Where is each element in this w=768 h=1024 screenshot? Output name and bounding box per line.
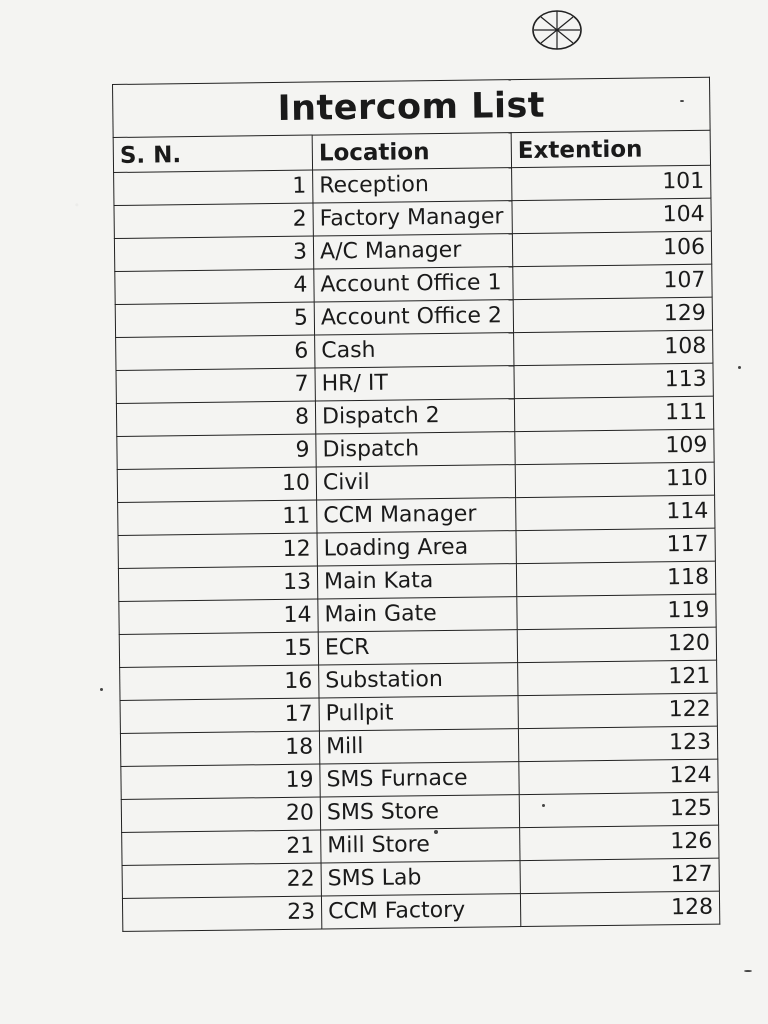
row-sn-cell: 16 [120,665,319,700]
intercom-list-sheet [112,77,727,984]
header-location: Location [312,133,511,170]
row-extension-cell: 110 [515,462,714,497]
row-location-cell: Civil [316,465,515,500]
row-location-cell: Factory Manager [313,201,512,236]
row-location-cell: Account Office 2 [314,300,513,335]
row-extension-cell: 121 [518,660,717,695]
scan-speck [680,100,684,102]
row-sn-cell: 2 [114,203,313,238]
row-sn-cell: 1 [114,170,313,205]
row-location-cell: A/C Manager [313,234,512,269]
row-location-cell: Pullpit [319,696,518,731]
row-extension-cell: 107 [513,264,712,299]
row-location-cell: Cash [315,333,514,368]
row-location-cell: HR/ IT [315,366,514,401]
row-location-cell: Substation [319,663,518,698]
scan-speck [744,970,752,972]
row-extension-cell: 124 [519,759,718,794]
scan-speck [100,688,103,691]
row-sn-cell: 22 [122,863,321,898]
title-row [113,77,711,137]
row-extension-cell: 123 [518,726,717,761]
row-location-cell: Account Office 1 [314,267,513,302]
scan-speck [738,366,741,369]
row-extension-cell: 129 [513,297,712,332]
row-sn-cell: 5 [115,302,314,337]
row-extension-cell: 101 [512,165,711,200]
row-sn-cell: 23 [122,896,321,931]
row-extension-cell: 113 [514,363,713,398]
table-body [114,165,720,931]
row-extension-cell: 127 [520,858,719,893]
row-extension-cell: 104 [512,198,711,233]
row-extension-cell: 118 [516,561,715,596]
row-sn-cell: 10 [117,467,316,502]
row-sn-cell: 6 [116,335,315,370]
row-sn-cell: 21 [122,830,321,865]
row-sn-cell: 20 [121,797,320,832]
header-sn: S. N. [113,135,312,172]
row-location-cell: Main Kata [317,564,516,599]
row-extension-cell: 108 [514,330,713,365]
row-sn-cell: 8 [116,401,315,436]
row-sn-cell: 7 [116,368,315,403]
row-sn-cell: 17 [120,698,319,733]
row-sn-cell: 3 [114,236,313,271]
row-sn-cell: 11 [118,500,317,535]
row-extension-cell: 122 [518,693,717,728]
row-extension-cell: 117 [516,528,715,563]
row-extension-cell: 111 [514,396,713,431]
row-location-cell: CCM Factory [321,894,520,929]
row-location-cell: SMS Store [320,795,519,830]
row-extension-cell: 125 [519,792,718,827]
row-location-cell: SMS Furnace [320,762,519,797]
scan-speck [542,804,545,807]
row-sn-cell: 19 [121,764,320,799]
row-sn-cell: 18 [120,731,319,766]
row-location-cell: Dispatch 2 [315,399,514,434]
row-extension-cell: 126 [520,825,719,860]
row-extension-cell: 106 [512,231,711,266]
row-sn-cell: 9 [117,434,316,469]
row-location-cell: SMS Lab [321,861,520,896]
row-extension-cell: 109 [515,429,714,464]
page-title: Intercom List [113,77,711,137]
row-location-cell: CCM Manager [317,498,516,533]
row-location-cell: Main Gate [318,597,517,632]
row-sn-cell: 4 [115,269,314,304]
row-extension-cell: 128 [520,891,719,926]
scan-speck [434,830,438,834]
intercom-table [112,77,720,932]
row-sn-cell: 12 [118,533,317,568]
row-extension-cell: 114 [516,495,715,530]
hand-drawn-circle-icon [528,6,586,54]
row-sn-cell: 14 [119,599,318,634]
row-extension-cell: 119 [517,594,716,629]
row-location-cell: Reception [313,168,512,203]
row-sn-cell: 15 [119,632,318,667]
row-location-cell: Mill Store [321,828,520,863]
row-location-cell: Loading Area [317,531,516,566]
row-extension-cell: 120 [517,627,716,662]
header-extension: Extention [511,130,710,167]
row-sn-cell: 13 [118,566,317,601]
row-location-cell: ECR [318,630,517,665]
table-row [122,891,719,931]
row-location-cell: Mill [319,729,518,764]
row-location-cell: Dispatch [316,432,515,467]
